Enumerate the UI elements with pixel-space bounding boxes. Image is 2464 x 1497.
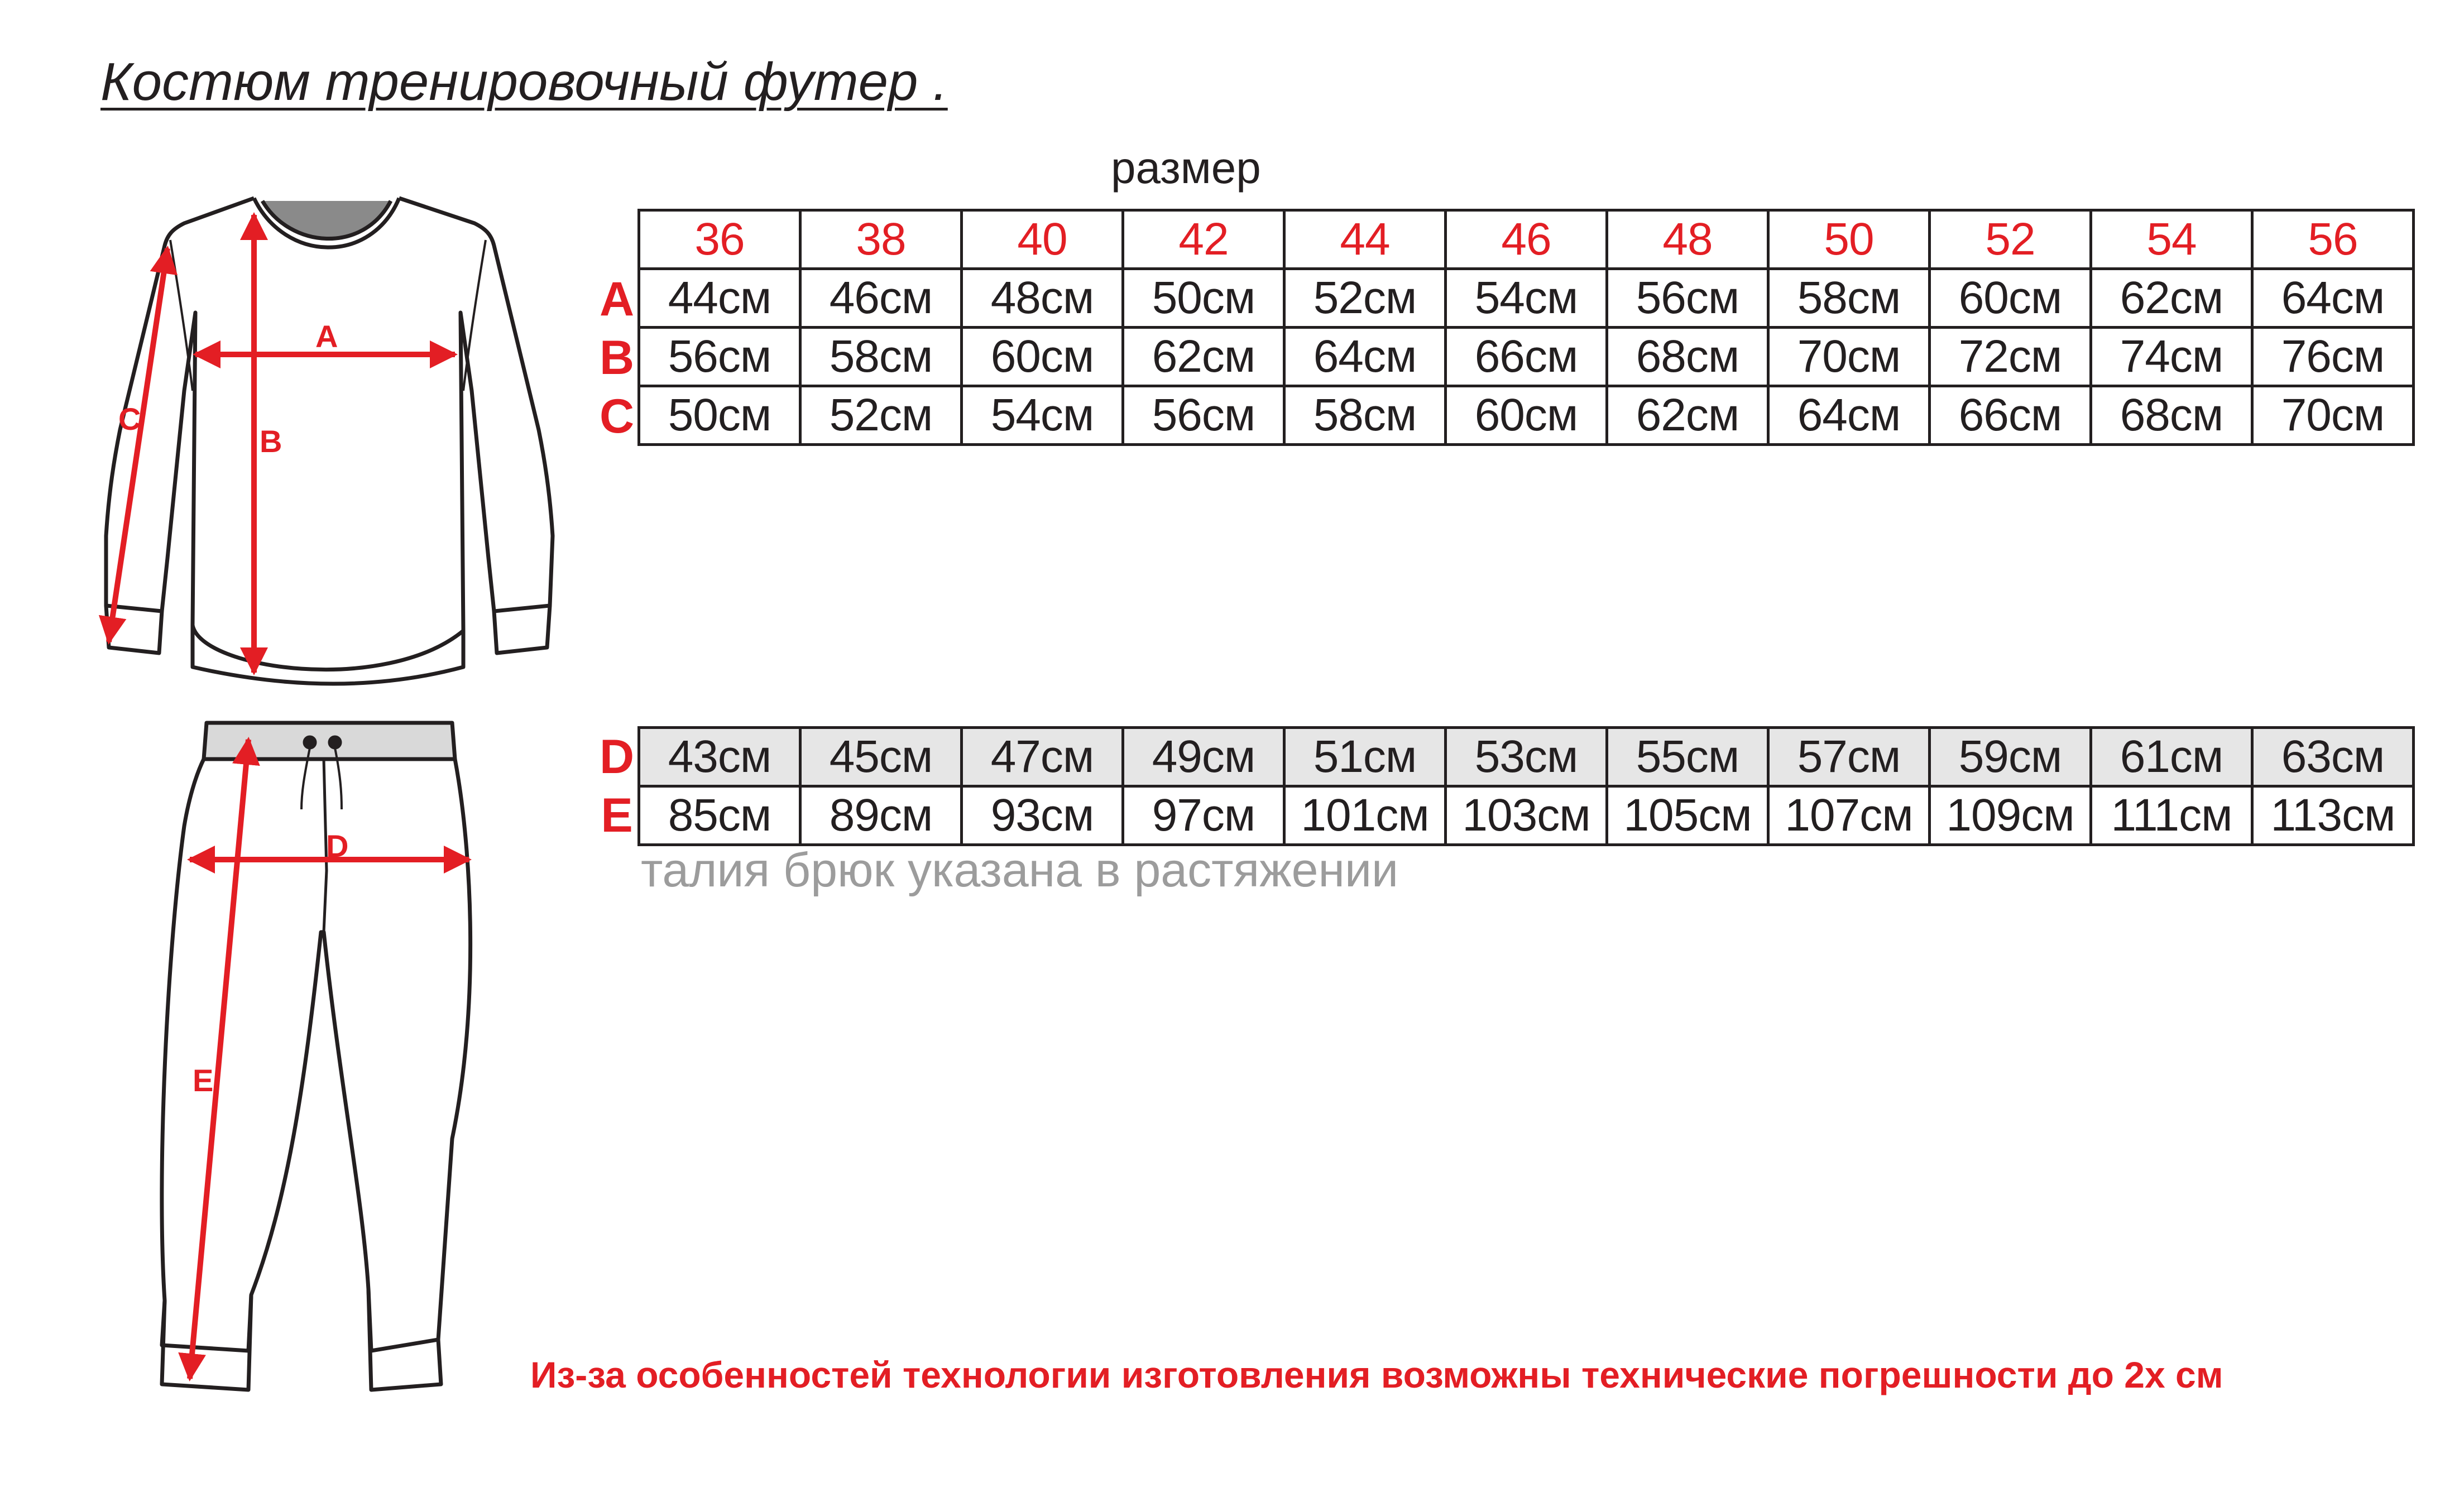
table-cell: 52см (800, 386, 962, 445)
size-cell: 46 (1446, 210, 1607, 269)
size-header-row (639, 210, 2414, 269)
table-cell: 68см (1607, 328, 1768, 386)
table-cell: 64см (1768, 386, 1930, 445)
pants-drawing (162, 723, 471, 1390)
table-cell: 53см (1446, 728, 1607, 786)
table-cell: 62см (1123, 328, 1284, 386)
table-cell: 113см (2252, 786, 2414, 845)
table-cell: 109см (1930, 786, 2091, 845)
size-cell: 52 (1930, 210, 2091, 269)
table-cell: 47см (962, 728, 1123, 786)
table-cell: 107см (1768, 786, 1930, 845)
row-letter-d: D (599, 730, 635, 784)
table-cell: 97см (1123, 786, 1284, 845)
table-cell: 68см (2091, 386, 2252, 445)
table-cell: 56см (1123, 386, 1284, 445)
table-cell: 45см (800, 728, 962, 786)
page-title: Костюм тренировочный футер . (100, 52, 948, 112)
table-cell: 63см (2252, 728, 2414, 786)
table-cell: 48см (962, 269, 1123, 328)
table-row-e (639, 786, 2414, 845)
table-cell: 51см (1284, 728, 1446, 786)
table-cell: 64см (2252, 269, 2414, 328)
table-cell: 49см (1123, 728, 1284, 786)
table-cell: 66см (1930, 386, 2091, 445)
table-cell: 70см (1768, 328, 1930, 386)
table-cell: 60см (1446, 386, 1607, 445)
size-cell: 44 (1284, 210, 1446, 269)
table-cell: 57см (1768, 728, 1930, 786)
table-cell: 76см (2252, 328, 2414, 386)
table-cell: 72см (1930, 328, 2091, 386)
table-cell: 64см (1284, 328, 1446, 386)
table-cell: 43см (639, 728, 800, 786)
size-cell: 56 (2252, 210, 2414, 269)
table-cell: 61см (2091, 728, 2252, 786)
label-c: C (118, 401, 141, 436)
table-cell: 74см (2091, 328, 2252, 386)
table-cell: 60см (962, 328, 1123, 386)
table-row-c (639, 386, 2414, 445)
row-letter-a: A (599, 272, 635, 326)
table-cell: 70см (2252, 386, 2414, 445)
row-letter-b: B (599, 331, 635, 385)
table-cell: 54см (1446, 269, 1607, 328)
disclaimer: Из-за особенностей технологии изготовления возможны технические погрешности до 2х см (530, 1354, 2223, 1395)
table-cell: 105см (1607, 786, 1768, 845)
table-cell: 62см (1607, 386, 1768, 445)
table-row-a (639, 269, 2414, 328)
table-cell: 58см (1768, 269, 1930, 328)
size-cell: 42 (1123, 210, 1284, 269)
table-cell: 56см (1607, 269, 1768, 328)
table-cell: 58см (800, 328, 962, 386)
table-cell: 46см (800, 269, 962, 328)
table-cell: 101см (1284, 786, 1446, 845)
label-e: E (193, 1063, 214, 1098)
table-cell: 58см (1284, 386, 1446, 445)
label-b: B (260, 424, 282, 459)
table-cell: 93см (962, 786, 1123, 845)
table-cell: 56см (639, 328, 800, 386)
row-letter-e: E (601, 789, 633, 842)
table-cell: 50см (639, 386, 800, 445)
sweatshirt-drawing (106, 198, 553, 684)
table-cell: 66см (1446, 328, 1607, 386)
table-cell: 89см (800, 786, 962, 845)
size-cell: 38 (800, 210, 962, 269)
table-cell: 62см (2091, 269, 2252, 328)
table-cell: 44см (639, 269, 800, 328)
sweatshirt-size-table (637, 209, 2415, 446)
table-cell: 85см (639, 786, 800, 845)
table-cell: 54см (962, 386, 1123, 445)
size-cell: 50 (1768, 210, 1930, 269)
table-cell: 50см (1123, 269, 1284, 328)
size-cell: 48 (1607, 210, 1768, 269)
size-caption: размер (1111, 143, 1261, 193)
table-cell: 111см (2091, 786, 2252, 845)
table-cell: 55см (1607, 728, 1768, 786)
table-row-b (639, 328, 2414, 386)
waist-note: талия брюк указана в растяжении (641, 843, 1399, 897)
pants-size-table (637, 726, 2415, 846)
size-cell: 40 (962, 210, 1123, 269)
table-row-d (639, 728, 2414, 786)
table-cell: 103см (1446, 786, 1607, 845)
row-letter-c: C (599, 390, 635, 443)
size-cell: 36 (639, 210, 800, 269)
size-cell: 54 (2091, 210, 2252, 269)
table-cell: 59см (1930, 728, 2091, 786)
table-cell: 52см (1284, 269, 1446, 328)
label-a: A (315, 319, 338, 354)
label-d: D (326, 828, 349, 863)
table-cell: 60см (1930, 269, 2091, 328)
